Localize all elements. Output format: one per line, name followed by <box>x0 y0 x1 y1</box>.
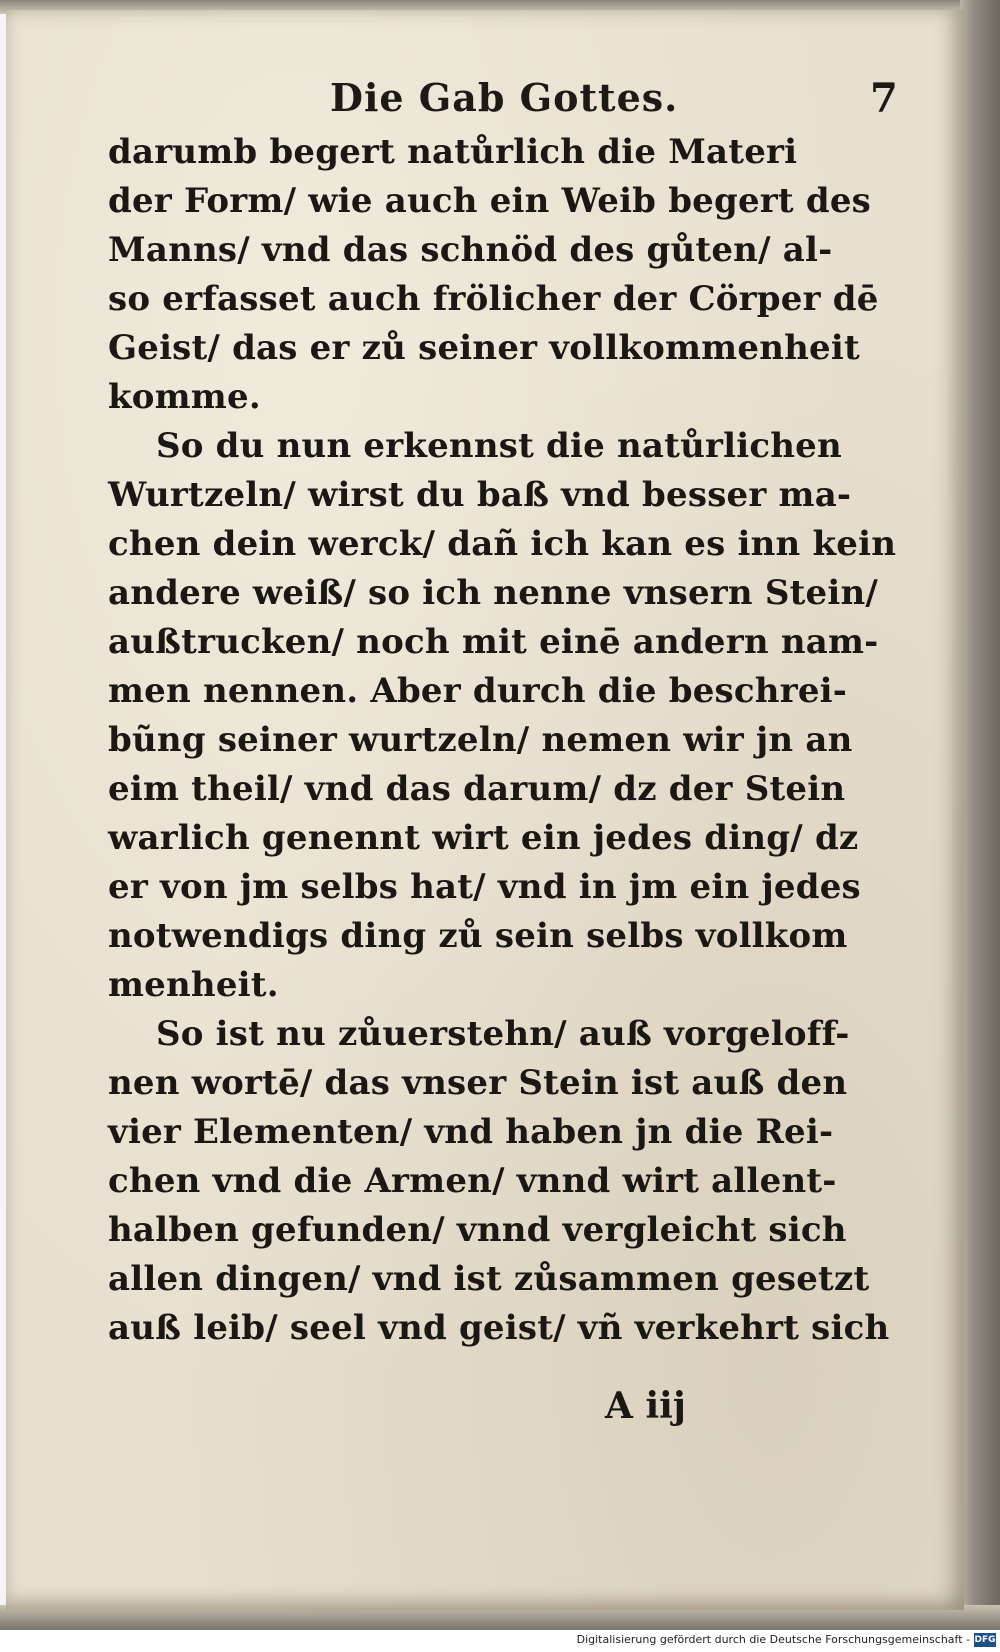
text-line: darumb begert natůrlich die Materi <box>108 132 798 172</box>
text-line: Wurtzeln/ wirst du baß vnd besser ma- <box>108 475 852 515</box>
page-edge-right <box>960 0 1000 1630</box>
text-line: bũng seiner wurtzeln/ nemen wir jn an <box>108 720 853 760</box>
dfg-logo-icon: DFG <box>974 1635 996 1645</box>
text-line: so erfasset auch frölicher der Cörper dē <box>108 279 879 319</box>
digitization-credit: Digitalisierung gefördert durch die Deutsche Forschungsgemeinschaft - <box>576 1633 970 1646</box>
paragraph-start-line: So du nun erkennst die natůrlichen <box>156 426 842 466</box>
text-line: Geist/ das er zů seiner vollkommenheit <box>108 328 860 368</box>
text-line: Manns/ vnd das schnöd des gůten/ al- <box>108 230 833 270</box>
text-line: men nennen. Aber durch die beschrei- <box>108 671 848 711</box>
text-line: notwendigs ding zů sein selbs vollkom <box>108 916 848 956</box>
body-text <box>108 128 908 1353</box>
text-line: er von jm selbs hat/ vnd in jm ein jedes <box>108 867 861 907</box>
text-line: eim theil/ vnd das darum/ dz der Stein <box>108 769 846 809</box>
text-line: vier Elementen/ vnd haben jn die Rei- <box>108 1112 834 1152</box>
text-line: komme. <box>108 377 261 417</box>
text-line: andere weiß/ so ich nenne vnsern Stein/ <box>108 573 878 613</box>
signature-mark: A iij <box>605 1385 686 1427</box>
page-header <box>100 75 900 135</box>
text-line: der Form/ wie auch ein Weib begert des <box>108 181 872 221</box>
paragraph-start-line: So ist nu zůuerstehn/ auß vorgeloff- <box>156 1014 850 1054</box>
text-line: auß leib/ seel vnd geist/ vñ verkehrt sich <box>108 1308 890 1348</box>
text-line: allen dingen/ vnd ist zůsammen gesetzt <box>108 1259 870 1299</box>
text-line: warlich genennt wirt ein jedes ding/ dz <box>108 818 859 858</box>
running-head: Die Gab Gottes. <box>330 75 679 120</box>
page-number: 7 <box>870 75 898 122</box>
text-line: chen vnd die Armen/ vnnd wirt allent- <box>108 1161 837 1201</box>
digitization-footer <box>0 1630 1000 1652</box>
text-line: halben gefunden/ vnnd vergleicht sich <box>108 1210 847 1250</box>
text-line: außtrucken/ noch mit einē andern nam- <box>108 622 879 662</box>
text-line: chen dein werck/ dañ ich kan es inn kein <box>108 524 897 564</box>
text-line: nen wortē/ das vnser Stein ist auß den <box>108 1063 848 1103</box>
text-line: menheit. <box>108 965 279 1005</box>
